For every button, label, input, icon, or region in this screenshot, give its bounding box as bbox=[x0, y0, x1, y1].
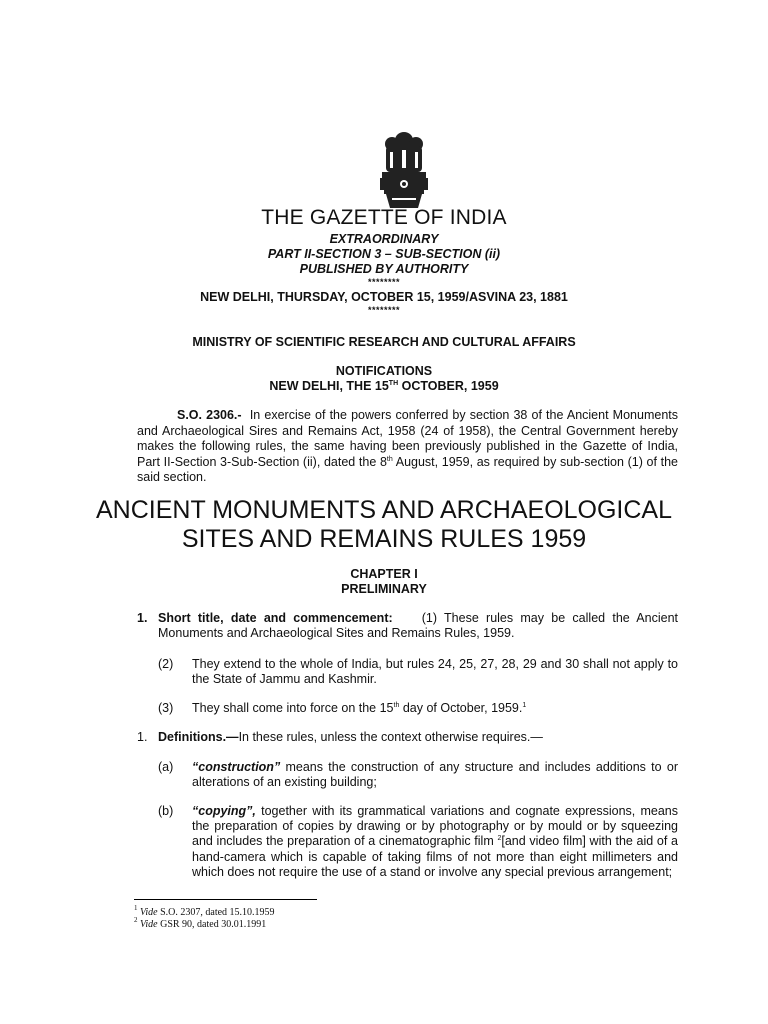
so-number: S.O. 2306.- bbox=[177, 408, 242, 422]
chapter-name: PRELIMINARY bbox=[341, 582, 427, 596]
clause-text: “construction” means the construction of any structure and includes additions to or alterations of an existing building; bbox=[192, 760, 678, 790]
defined-term: “construction” bbox=[192, 760, 281, 774]
footnote-ref: 2 bbox=[497, 835, 502, 843]
preamble-paragraph: S.O. 2306.- In exercise of the powers conferred by section 38 of the Ancient Monuments and Archaeological Sires and Remains Act, 1958 (24 of 1958), the Central Government hereby makes the following rules, the same having been previously published in the Gazette of India, Part II-Section 3-Sub-Section (ii), dated the 8th August, 1959, as required by sub-section (1) of the said section. bbox=[137, 408, 678, 485]
part-section-label: PART II-SECTION 3 – SUB-SECTION (ii) bbox=[267, 247, 501, 261]
extraordinary-label: EXTRAORDINARY bbox=[329, 232, 439, 246]
footnote: $^1$ Vide S.O. 2307, dated 15.10.1959 bbox=[134, 904, 275, 918]
sub-rule-text: They shall come into force on the 15th day of October, 1959.$^1$ bbox=[192, 701, 527, 715]
clause-label: (b) bbox=[158, 804, 174, 818]
sub-rule-label: (2) bbox=[158, 657, 174, 671]
rule-2-text: Definitions.—In these rules, unless the context otherwise requires.— bbox=[158, 730, 543, 744]
dateline: NEW DELHI, THURSDAY, OCTOBER 15, 1959/ASVINA 23, 1881 bbox=[200, 290, 568, 304]
clause-text: “copying”, together with its grammatical variations and cognate expressions, means the preparation of copies by drawing or by photography or by mould or by squeezing and includes the preparation of a cinematographic film $^2$[and video film] with the aid of a hand-camera which is capable of taking films of not more than eight millimeters and which does not require the use of a stand or involve any special previous arrangement; bbox=[192, 804, 678, 879]
rule-heading: Definitions.— bbox=[158, 730, 239, 744]
chapter-number: CHAPTER I bbox=[350, 567, 418, 581]
footnote-ref: 1 bbox=[522, 702, 527, 709]
separator-stars: ******** bbox=[367, 305, 401, 315]
national-emblem-icon bbox=[372, 128, 436, 210]
published-by-authority: PUBLISHED BY AUTHORITY bbox=[299, 262, 469, 276]
notifications-heading: NOTIFICATIONS bbox=[335, 364, 433, 378]
ministry-heading: MINISTRY OF SCIENTIFIC RESEARCH AND CULTURAL AFFAIRS bbox=[192, 335, 576, 349]
rules-title: ANCIENT MONUMENTS AND ARCHAEOLOGICAL SITES AND REMAINS RULES 1959 bbox=[95, 496, 673, 553]
footnote-divider bbox=[134, 899, 317, 900]
footnote: $^2$ Vide GSR 90, dated 30.01.1991 bbox=[134, 916, 267, 930]
rule-1-text: Short title, date and commencement: (1) These rules may be called the Ancient Monuments and Archaeological Sites and Remains Rules, 1959. bbox=[158, 611, 679, 641]
defined-term: “copying”, bbox=[192, 804, 256, 818]
rule-number: 1. bbox=[137, 611, 148, 625]
sub-rule-text: They extend to the whole of India, but rules 24, 25, 27, 28, 29 and 30 shall not apply to the State of Jammu and Kashmir. bbox=[192, 657, 678, 687]
clause-label: (a) bbox=[158, 760, 174, 774]
gazette-title: THE GAZETTE OF INDIA bbox=[261, 206, 507, 229]
sub-rule-label: (3) bbox=[158, 701, 174, 715]
notification-date: NEW DELHI, THE 15TH OCTOBER, 1959 bbox=[269, 379, 499, 393]
rule-heading: Short title, date and commencement: bbox=[158, 611, 393, 625]
separator-stars: ******** bbox=[367, 277, 401, 287]
rule-number: 1. bbox=[137, 730, 148, 744]
